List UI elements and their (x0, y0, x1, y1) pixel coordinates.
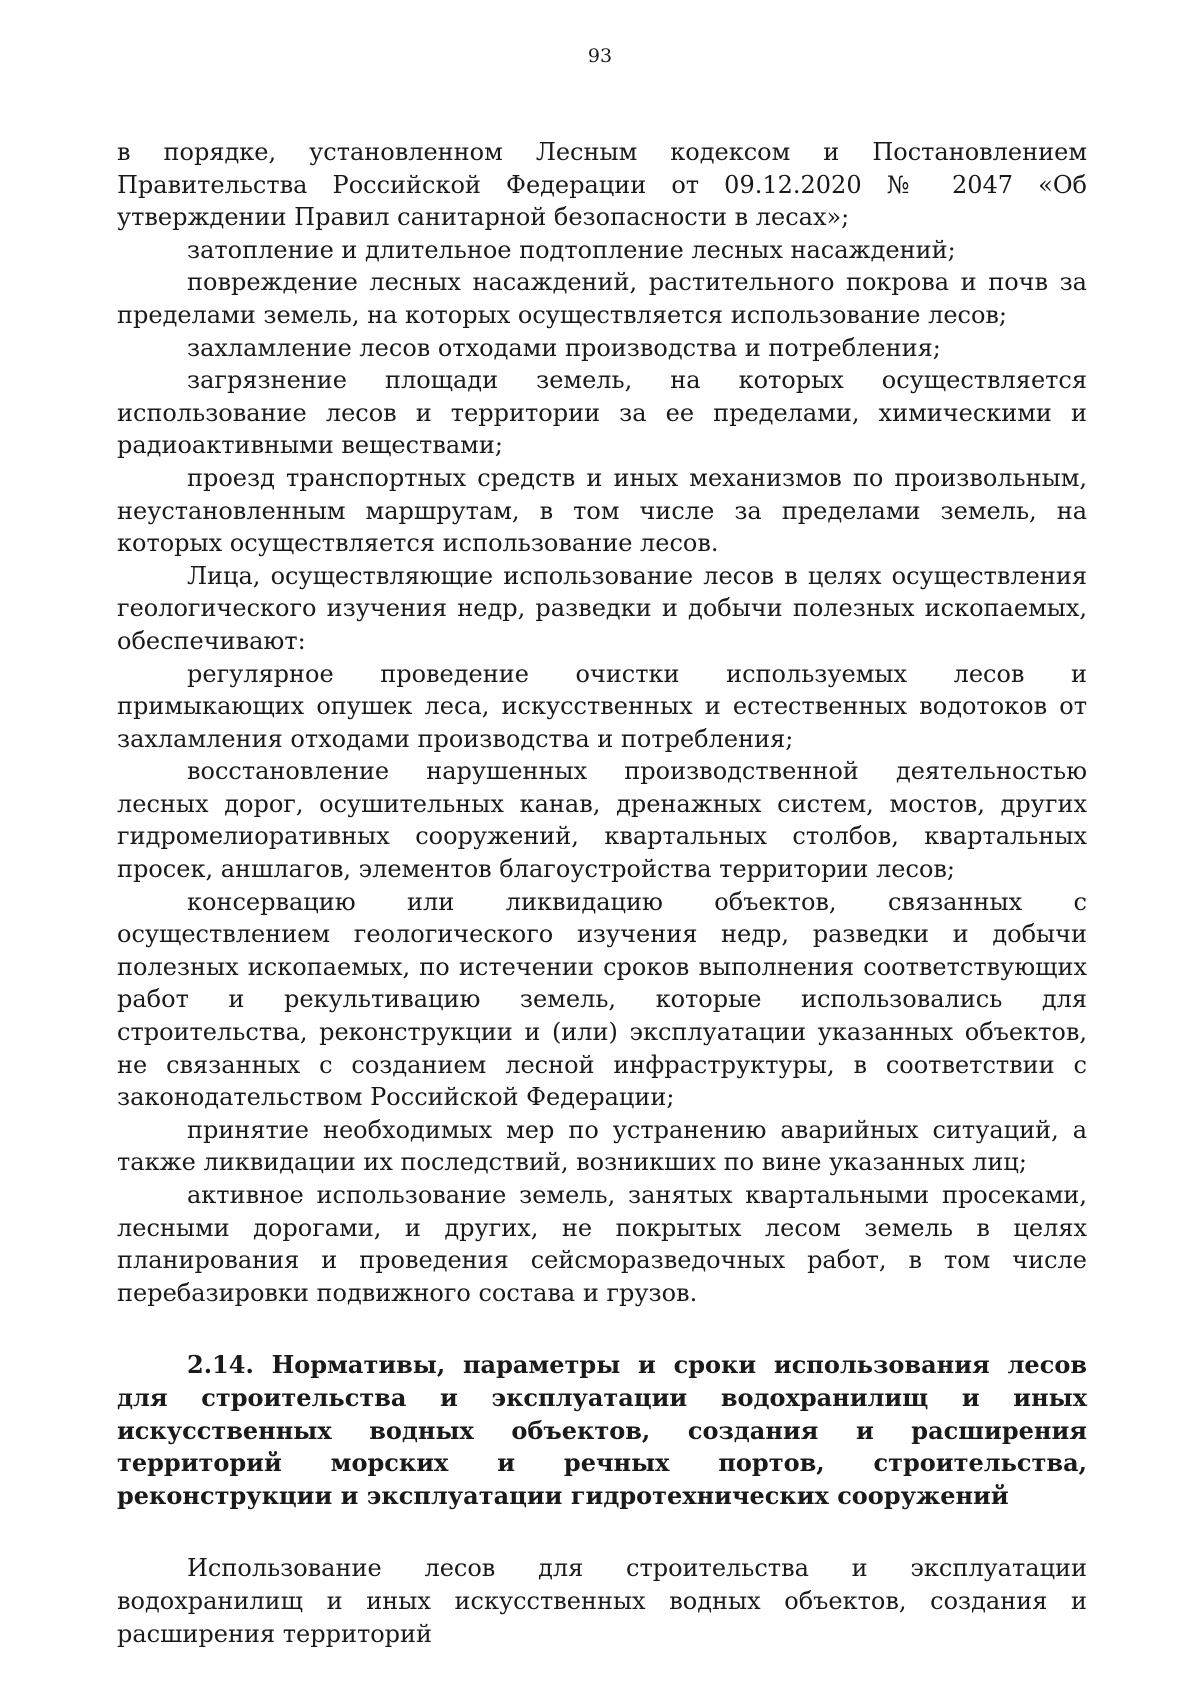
document-body (117, 136, 1087, 1650)
section-heading: 2.14. Нормативы, параметры и сроки использования лесов для строительства и эксплуатации водохранилищ и иных искусственных водных объектов, создания и расширения территорий морских и речных портов, строительства, реконструкции и эксплуатации гидротехнических сооружений (117, 1350, 1087, 1510)
paragraph: принятие необходимых мер по устранению аварийных ситуаций, а также ликвидации их последствий, возникших по вине указанных лиц; (117, 1115, 1087, 1177)
paragraph: Использование лесов для строительства и эксплуатации водохранилищ и иных искусственных водных объектов, создания и расширения территорий (117, 1554, 1087, 1648)
paragraph: Лица, осуществляющие использование лесов в целях осуществления геологического изучения недр, разведки и добычи полезных ископаемых, обеспечивают: (117, 561, 1087, 655)
paragraph: консервацию или ликвидацию объектов, связанных с осуществлением геологического изучения недр, разведки и добычи полезных ископаемых, по истечении сроков выполнения соответствующих работ и рекультивацию земель, которые использовались для строительства, реконструкции и (или) эксплуатации указанных объектов, не связанных с созданием лесной инфраструктуры, в соответствии с законодательством Российской Федерации; (117, 887, 1087, 1112)
paragraph: затопление и длительное подтопление лесных насаждений; (187, 235, 956, 264)
paragraph: в порядке, установленном Лесным кодексом и Постановлением Правительства Российской Федерации от 09.12.2020 № 2047 «Об утверждении Правил санитарной безопасности в лесах»; (117, 138, 1087, 232)
paragraph: захламление лесов отходами производства и потребления; (187, 333, 941, 362)
page-number: 93 (587, 45, 613, 67)
paragraph: проезд транспортных средств и иных механизмов по произвольным, неустановленным маршрутам, в том числе за пределами земель, на которых осуществляется использование лесов. (117, 463, 1087, 558)
paragraph: повреждение лесных насаждений, растительного покрова и почв за пределами земель, на которых осуществляется использование лесов; (117, 268, 1087, 329)
paragraph: активное использование земель, занятых квартальными просеками, лесными дорогами, и других, не покрытых лесом земель в целях планирования и проведения сейсморазведочных работ, в том числе перебазировки подвижного состава и грузов. (117, 1181, 1087, 1307)
paragraph: восстановление нарушенных производственной деятельностью лесных дорог, осушительных канав, дренажных систем, мостов, других гидромелиоративных сооружений, квартальных столбов, квартальных просек, аншлагов, элементов благоустройства территории лесов; (117, 757, 1087, 884)
paragraph: регулярное проведение очистки используемых лесов и примыкающих опушек леса, искусственных и естественных водотоков от захламления отходами производства и потребления; (117, 659, 1087, 753)
paragraph: загрязнение площади земель, на которых осуществляется использование лесов и территории за ее пределами, химическими и радиоактивными веществами; (117, 366, 1087, 460)
